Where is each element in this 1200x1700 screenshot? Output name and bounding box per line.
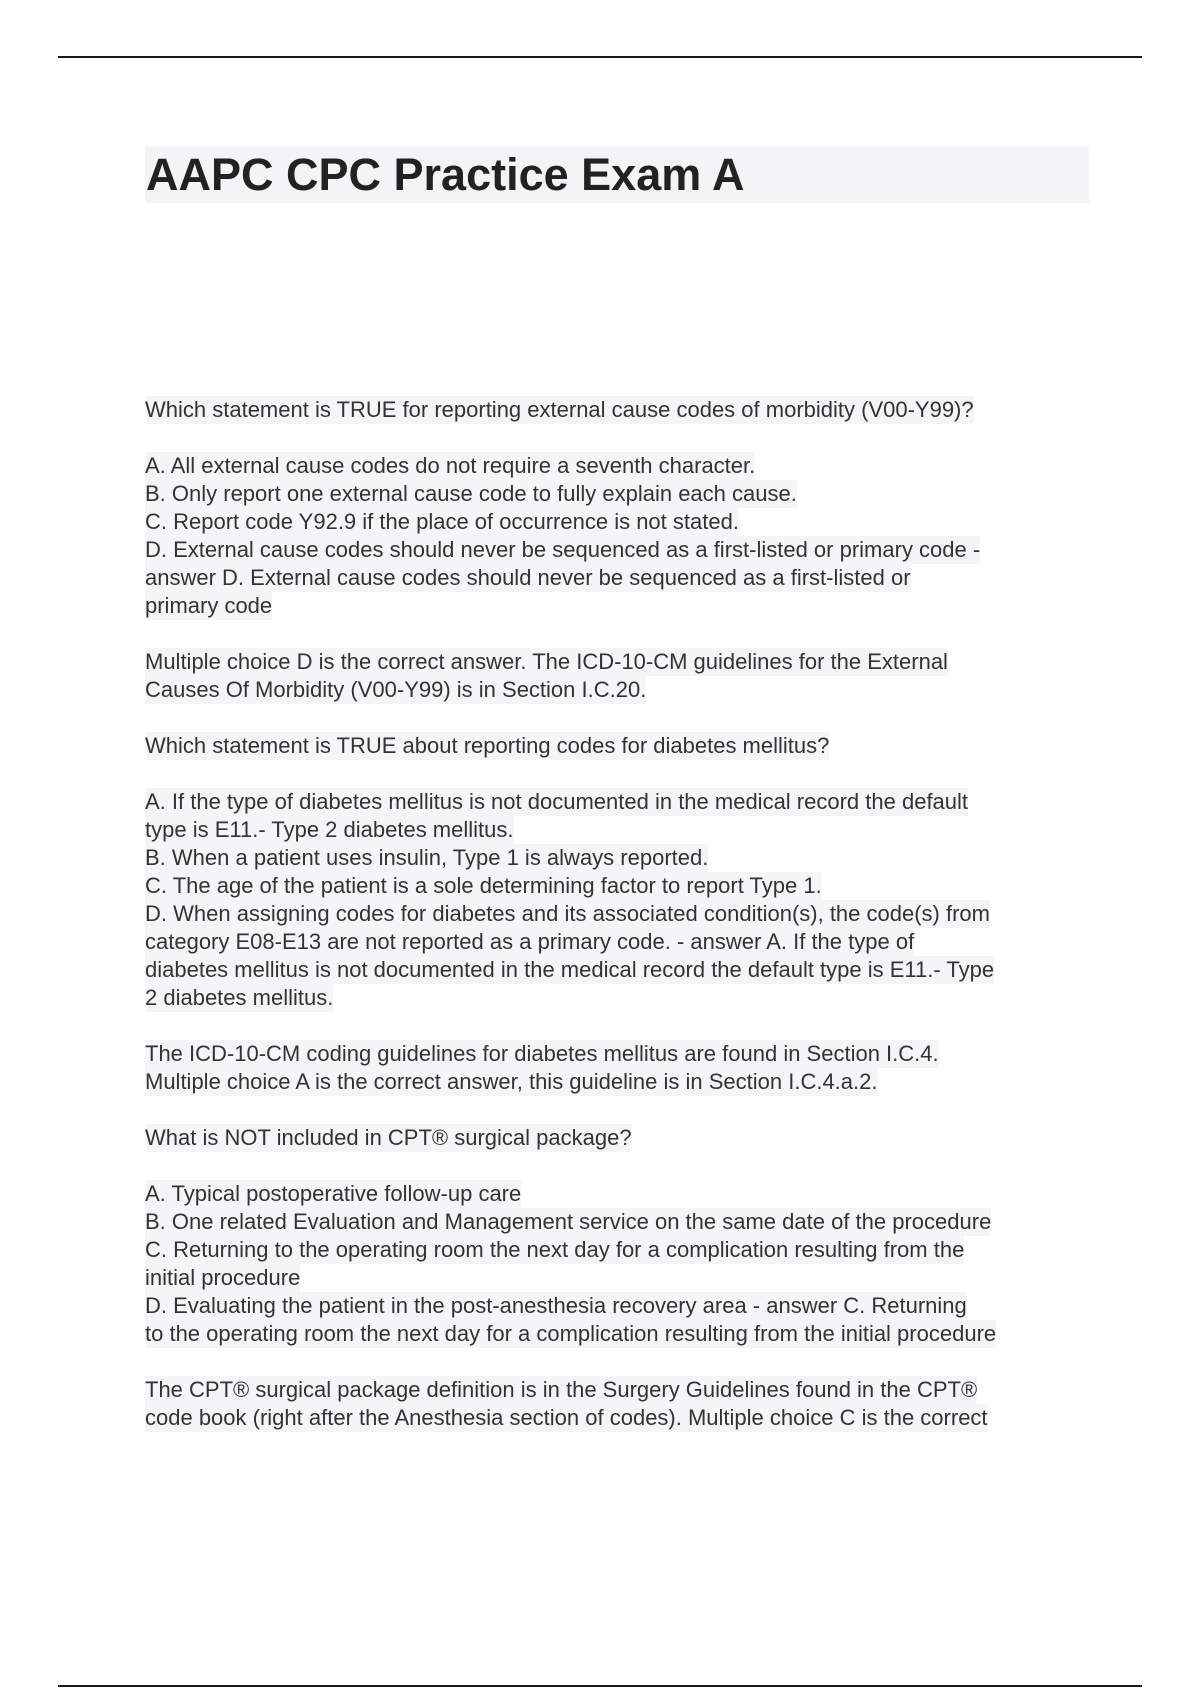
question-line: type is E11.- Type 2 diabetes mellitus.: [145, 817, 514, 842]
question-1-explanation: [145, 648, 1089, 704]
question-3-explanation: [145, 1376, 1089, 1432]
question-2-options: [145, 788, 1089, 1012]
question-1-text: Which statement is TRUE for reporting external cause codes of morbidity (V00-Y99)?: [145, 397, 974, 422]
question-line: category E08-E13 are not reported as a primary code. - answer A. If the type of: [145, 929, 915, 954]
question-1: [145, 396, 1089, 424]
question-line: C. Report code Y92.9 if the place of occurrence is not stated.: [145, 509, 739, 534]
question-2-explanation: [145, 1040, 1089, 1096]
question-3: [145, 1124, 1089, 1152]
question-line: C. The age of the patient is a sole determining factor to report Type 1.: [145, 873, 822, 898]
question-line: B. One related Evaluation and Management service on the same date of the procedure: [145, 1209, 992, 1234]
bottom-rule: [58, 1685, 1142, 1687]
explanation-line: Multiple choice A is the correct answer, this guideline is in Section I.C.4.a.2.: [145, 1069, 878, 1094]
explanation-line: The ICD-10-CM coding guidelines for diabetes mellitus are found in Section I.C.4.: [145, 1041, 939, 1066]
question-line: 2 diabetes mellitus.: [145, 985, 334, 1010]
question-line: primary code: [145, 593, 273, 618]
question-line: initial procedure: [145, 1265, 301, 1290]
top-rule: [58, 56, 1142, 58]
explanation-line: The CPT® surgical package definition is in the Surgery Guidelines found in the CPT®: [145, 1377, 978, 1402]
document-body: [145, 396, 1089, 1432]
explanation-line: Causes Of Morbidity (V00-Y99) is in Section I.C.20.: [145, 677, 647, 702]
question-3-options: [145, 1180, 1089, 1348]
question-line: D. Evaluating the patient in the post-anesthesia recovery area - answer C. Returning: [145, 1293, 967, 1318]
question-line: D. When assigning codes for diabetes and its associated condition(s), the code(s) from: [145, 901, 990, 926]
question-line: A. Typical postoperative follow-up care: [145, 1181, 522, 1206]
question-2-text: Which statement is TRUE about reporting codes for diabetes mellitus?: [145, 733, 830, 758]
explanation-line: Multiple choice D is the correct answer. The ICD-10-CM guidelines for the External: [145, 649, 948, 674]
question-line: C. Returning to the operating room the next day for a complication resulting from the: [145, 1237, 965, 1262]
question-line: diabetes mellitus is not documented in the medical record the default type is E11.- Type: [145, 957, 995, 982]
explanation-line: code book (right after the Anesthesia section of codes). Multiple choice C is the correct: [145, 1405, 988, 1430]
question-line: B. Only report one external cause code to fully explain each cause.: [145, 481, 797, 506]
question-line: D. External cause codes should never be sequenced as a first-listed or primary code -: [145, 537, 981, 562]
question-line: answer D. External cause codes should never be sequenced as a first-listed or: [145, 565, 911, 590]
question-line: A. If the type of diabetes mellitus is not documented in the medical record the default: [145, 789, 969, 814]
question-3-text: What is NOT included in CPT® surgical package?: [145, 1125, 632, 1150]
question-line: A. All external cause codes do not require a seventh character.: [145, 453, 756, 478]
question-line: to the operating room the next day for a complication resulting from the initial procedure: [145, 1321, 997, 1346]
document-title: AAPC CPC Practice Exam A: [146, 149, 745, 200]
question-1-options: [145, 452, 1089, 620]
title-block: [145, 146, 1089, 203]
question-line: B. When a patient uses insulin, Type 1 is always reported.: [145, 845, 709, 870]
question-2: [145, 732, 1089, 760]
